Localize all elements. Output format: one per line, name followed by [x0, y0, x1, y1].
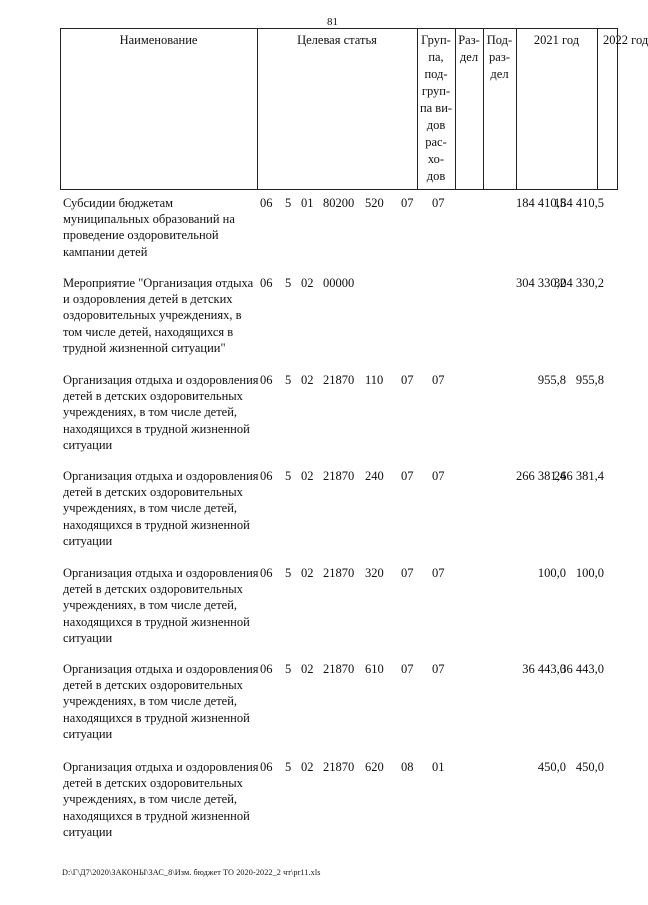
target-subprogram: 5: [285, 566, 292, 580]
section: 07: [401, 662, 414, 676]
header-year-2022: 2022 год: [603, 33, 648, 47]
amount-2022: 266 381,4: [554, 469, 604, 483]
page-number: 81: [327, 16, 338, 28]
row-name: Субсидии бюджетам муниципальных образований на проведение оздоровительной кампании детей: [63, 196, 235, 259]
header-divider: [257, 28, 258, 190]
header-divider: [516, 28, 517, 190]
header-section-line: Раз-: [458, 33, 480, 47]
header-group-line: па,: [428, 50, 444, 64]
target-direction: 21870: [323, 469, 355, 483]
amount-2021: 36 443,0: [522, 662, 566, 676]
target-direction: 00000: [323, 276, 355, 290]
expense-group: 520: [365, 196, 384, 210]
target-program: 06: [260, 196, 273, 210]
amount-2022: 304 330,2: [554, 276, 604, 290]
header-group-line: па ви-: [419, 101, 453, 115]
row-name: Организация отдыха и оздоровления детей в детских оздоровительных учреждениях, в том числе детей, находящихся в трудной жизненной ситуации: [63, 469, 259, 548]
subsection: 07: [432, 566, 445, 580]
target-subprogram: 5: [285, 662, 292, 676]
row-name: Организация отдыха и оздоровления детей в детских оздоровительных учреждениях, в том числе детей, находящихся в трудной жизненной ситуации: [63, 373, 259, 452]
expense-group: 110: [365, 373, 384, 387]
row-name: Организация отдыха и оздоровления детей в детских оздоровительных учреждениях, в том числе детей, находящихся в трудной жизненной ситуации: [63, 566, 259, 645]
header-group-line: Груп-: [421, 33, 451, 47]
target-subprogram: 5: [285, 469, 292, 483]
header-section-line: дел: [459, 50, 479, 64]
section: 07: [401, 469, 414, 483]
expense-group: 610: [365, 662, 384, 676]
amount-2021: 955,8: [537, 373, 566, 387]
target-direction: 80200: [323, 196, 355, 210]
file-path-footer: D:\Г\Д7\2020\ЗАКОНЫ\ЗАС_8\Изм. бюджет ТО 2020-2022_2 чт\pr11.xls: [62, 868, 321, 877]
amount-2021: 304 330,2: [516, 276, 566, 290]
header-group-line: хо-: [427, 152, 445, 166]
target-direction: 21870: [323, 662, 355, 676]
header-subsection-line: раз-: [489, 50, 510, 64]
header-year-2021: 2021 год: [533, 33, 580, 47]
header-divider: [597, 28, 598, 190]
subsection: 07: [432, 373, 445, 387]
expense-group: 620: [365, 760, 384, 774]
amount-2022: 450,0: [575, 760, 604, 774]
header-group-line: дов: [426, 118, 446, 132]
amount-2021: 100,0: [537, 566, 566, 580]
target-event: 02: [301, 276, 314, 290]
subsection: 07: [432, 196, 445, 210]
amount-2021: 450,0: [537, 760, 566, 774]
header-target: Целевая статья: [297, 33, 377, 47]
target-direction: 21870: [323, 373, 355, 387]
target-event: 02: [301, 760, 314, 774]
header-subsection: [483, 32, 516, 83]
row-name: Мероприятие "Организация отдыха и оздоровления детей в детских оздоровительных учреждениях, в том числе детей, находящихся в трудной жизненной ситуации": [63, 276, 254, 355]
subsection: 07: [432, 469, 445, 483]
header-section: [455, 32, 483, 66]
amount-2021: 266 381,4: [516, 469, 566, 483]
header-group-line: под-: [424, 67, 448, 81]
table-header: [60, 28, 648, 190]
header-group-line: рас-: [425, 135, 447, 149]
target-event: 02: [301, 566, 314, 580]
target-program: 06: [260, 373, 273, 387]
amount-2022: 184 410,5: [554, 196, 604, 210]
amount-2021: 184 410,5: [516, 196, 566, 210]
subsection: 01: [432, 760, 445, 774]
section: 08: [401, 760, 414, 774]
section: 07: [401, 373, 414, 387]
target-direction: 21870: [323, 566, 355, 580]
subsection: 07: [432, 662, 445, 676]
target-program: 06: [260, 276, 273, 290]
target-program: 06: [260, 760, 273, 774]
header-group: [417, 32, 455, 185]
header-subsection-line: дел: [490, 67, 509, 81]
target-direction: 21870: [323, 760, 355, 774]
target-event: 02: [301, 662, 314, 676]
amount-2022: 955,8: [575, 373, 604, 387]
header-subsection-line: Под-: [486, 33, 513, 47]
target-program: 06: [260, 469, 273, 483]
expense-group: 240: [365, 469, 384, 483]
header-group-line: груп-: [421, 84, 451, 98]
target-program: 06: [260, 566, 273, 580]
section: 07: [401, 196, 414, 210]
expense-group: 320: [365, 566, 384, 580]
header-border: [60, 28, 618, 190]
amount-2022: 100,0: [575, 566, 604, 580]
row-name: Организация отдыха и оздоровления детей в детских оздоровительных учреждениях, в том числе детей, находящихся в трудной жизненной ситуации: [63, 662, 259, 741]
target-subprogram: 5: [285, 373, 292, 387]
target-event: 01: [301, 196, 314, 210]
amount-2022: 36 443,0: [560, 662, 604, 676]
section: 07: [401, 566, 414, 580]
target-subprogram: 5: [285, 196, 292, 210]
target-subprogram: 5: [285, 276, 292, 290]
target-event: 02: [301, 469, 314, 483]
header-group-line: дов: [426, 169, 446, 183]
target-event: 02: [301, 373, 314, 387]
row-name: Организация отдыха и оздоровления детей в детских оздоровительных учреждениях, в том числе детей, находящихся в трудной жизненной ситуации: [63, 760, 259, 839]
target-subprogram: 5: [285, 760, 292, 774]
target-program: 06: [260, 662, 273, 676]
header-name: Наименование: [119, 33, 198, 47]
